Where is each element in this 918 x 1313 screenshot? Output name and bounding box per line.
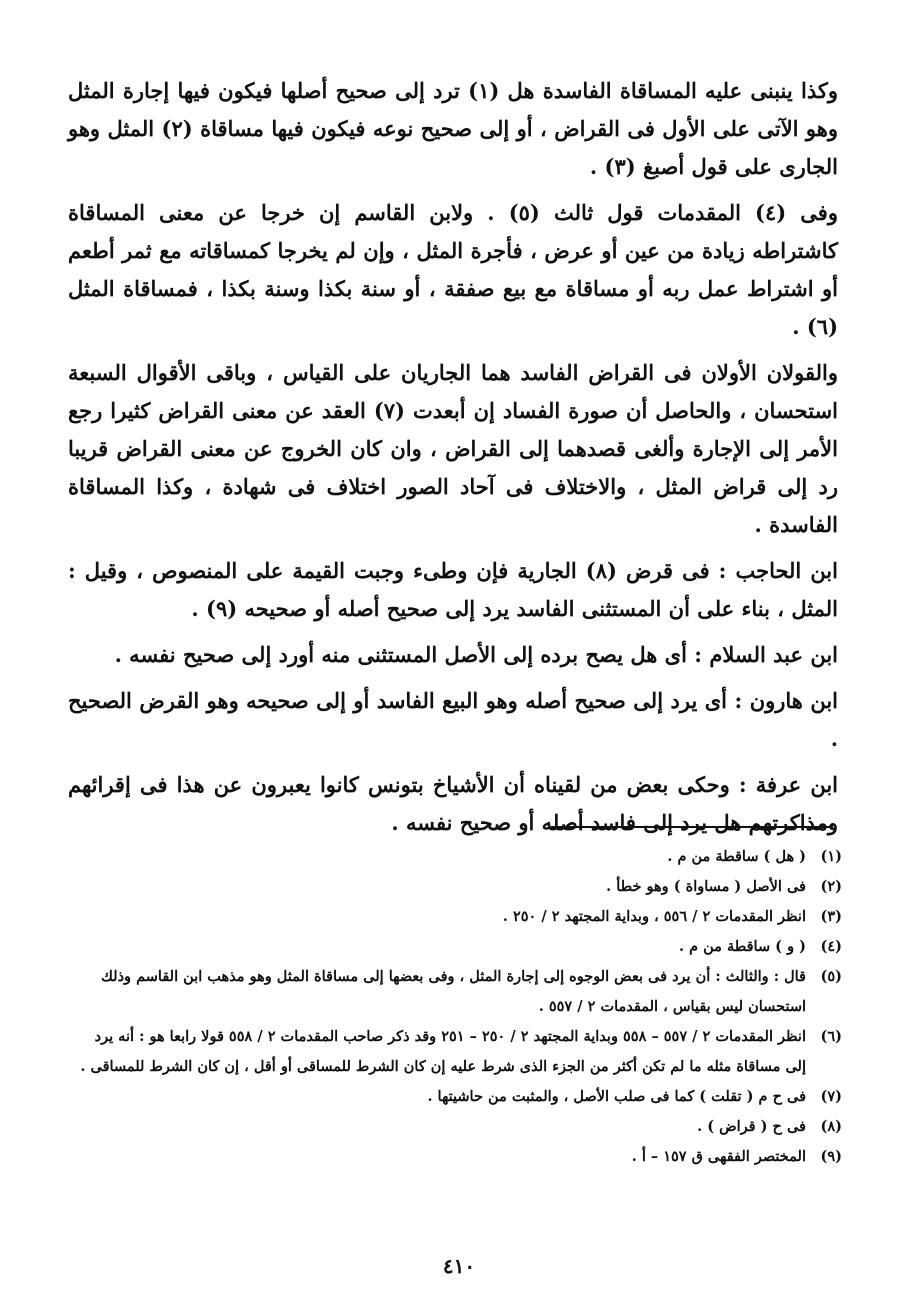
paragraph-3: والقولان الأولان فى القراض الفاسد هما الجاريان على القياس ، وباقى الأقوال السبعة استحسان ، والحاصل أن صورة الفساد إن أبعدت (٧) العقد عن معنى القراض كثيرا رجع الأمر إلى الإجارة وألغى قصدهما إلى القراض ، وان كان الخروج عن معنى القراض قريبا رد إلى قراض المثل ، والاختلاف فى آحاد الصور اختلاف فى شهادة ، وكذا المساقاة الفاسدة . <box>68 360 839 537</box>
paragraph-2: وفى (٤) المقدمات قول ثالث (٥) . ولابن القاسم إن خرجا عن معنى المساقاة كاشتراطه زيادة من عين أو عرض ، فأجرة المثل ، وإن لم يخرجا كمساقاته مع ثمر أطعم أو اشتراط عمل ربه أو مساقاة مع بيع صفقة ، أو سنة بكذا وسنة بكذا ، فمساقاة المثل (٦) . <box>68 200 838 339</box>
page-number: ٤١٠ <box>442 1254 476 1278</box>
footnote-text: انظر المقدمات ٢ / ٥٥٦ ، وبداية المجتهد ٢ / ٢٥٠ . <box>502 908 806 925</box>
footnote-item <box>72 842 842 872</box>
footnote-item <box>72 1112 842 1142</box>
footnotes <box>72 842 842 1172</box>
footnote-text: ( هل ) ساقطة من م . <box>667 848 806 865</box>
paragraph-6: ابن هارون : أى يرد إلى صحيح أصله وهو البيع الفاسد أو إلى صحيحه وهو القرض الصحيح . <box>68 688 838 751</box>
footnote-number: (٨) <box>820 1118 842 1135</box>
paragraph-7: ابن عرفة : وحكى بعض من لقيناه أن الأشياخ بتونس كانوا يعبرون عن هذا فى إقرائهم ومذاكرتهم هل يرد إلى فاسد أصله أو صحيح نفسه . <box>68 772 838 835</box>
footnote-item <box>72 932 842 962</box>
footnote-number: (٦) <box>820 1028 842 1045</box>
footnote-text: انظر المقدمات ٢ / ٥٥٧ – ٥٥٨ وبداية المجتهد ٢ / ٢٥٠ – ٢٥١ وقد ذكر صاحب المقدمات ٢ / ٥٥٨ قولا رابعا هو : أنه يرد إلى مساقاة مثله ما لم تكن أكثر من الجزء الذى شرط عليه إن كان الشرط للمساقى أو أقل ، إن كان الشرط للمساقى . <box>80 1028 806 1075</box>
footnote-separator <box>551 826 833 828</box>
footnote-number: (٤) <box>820 938 842 955</box>
footnote-text: فى ح ( قراض ) . <box>697 1118 806 1135</box>
footnote-text: فى ح م ( تقلت ) كما فى صلب الأصل ، والمثبت من حاشيتها . <box>427 1088 806 1105</box>
footnote-item <box>72 1142 842 1172</box>
footnote-text: فى الأصل ( مساواة ) وهو خطأ . <box>606 878 806 895</box>
footnote-text: المختصر الفقهى ق ١٥٧ – أ . <box>631 1148 806 1165</box>
footnote-number: (٧) <box>820 1088 842 1105</box>
footnote-item <box>72 1022 842 1082</box>
footnote-text: ( و ) ساقطة من م . <box>678 938 806 955</box>
footnote-text: قال : والثالث : أن يرد فى بعض الوجوه إلى إجارة المثل ، وفى بعضها إلى مساقاة المثل وهو مذهب ابن القاسم وذلك استحسان ليس بقياس ، المقدمات ٢ / ٥٥٧ . <box>100 968 806 1015</box>
footnote-number: (٣) <box>820 908 842 925</box>
paragraph-5: ابن عبد السلام : أى هل يصح برده إلى الأصل المستثنى منه أورد إلى صحيح نفسه . <box>114 642 838 667</box>
footnote-number: (٥) <box>820 968 842 985</box>
footnote-item <box>72 962 842 1022</box>
footnote-number: (٩) <box>820 1148 842 1165</box>
paragraph-1: وكذا ينبنى عليه المساقاة الفاسدة هل (١) ترد إلى صحيح أصلها فيكون فيها إجارة المثل وهو الآتى على الأول فى القراض ، أو إلى صحيح نوعه فيكون فيها مساقاة (٢) المثل وهو الجارى على قول أصبغ (٣) . <box>68 78 838 179</box>
footnote-item <box>72 872 842 902</box>
footnote-number: (٢) <box>820 878 842 895</box>
footnote-item <box>72 1082 842 1112</box>
main-text-body <box>68 72 838 850</box>
footnote-item <box>72 902 842 932</box>
paragraph-4: ابن الحاجب : فى قرض (٨) الجارية فإن وطىء وجبت القيمة على المنصوص ، وقيل : المثل ، بناء على أن المستثنى الفاسد يرد إلى صحيح أصله أو صحيحه (٩) . <box>68 558 838 621</box>
footnote-number: (١) <box>820 848 842 865</box>
